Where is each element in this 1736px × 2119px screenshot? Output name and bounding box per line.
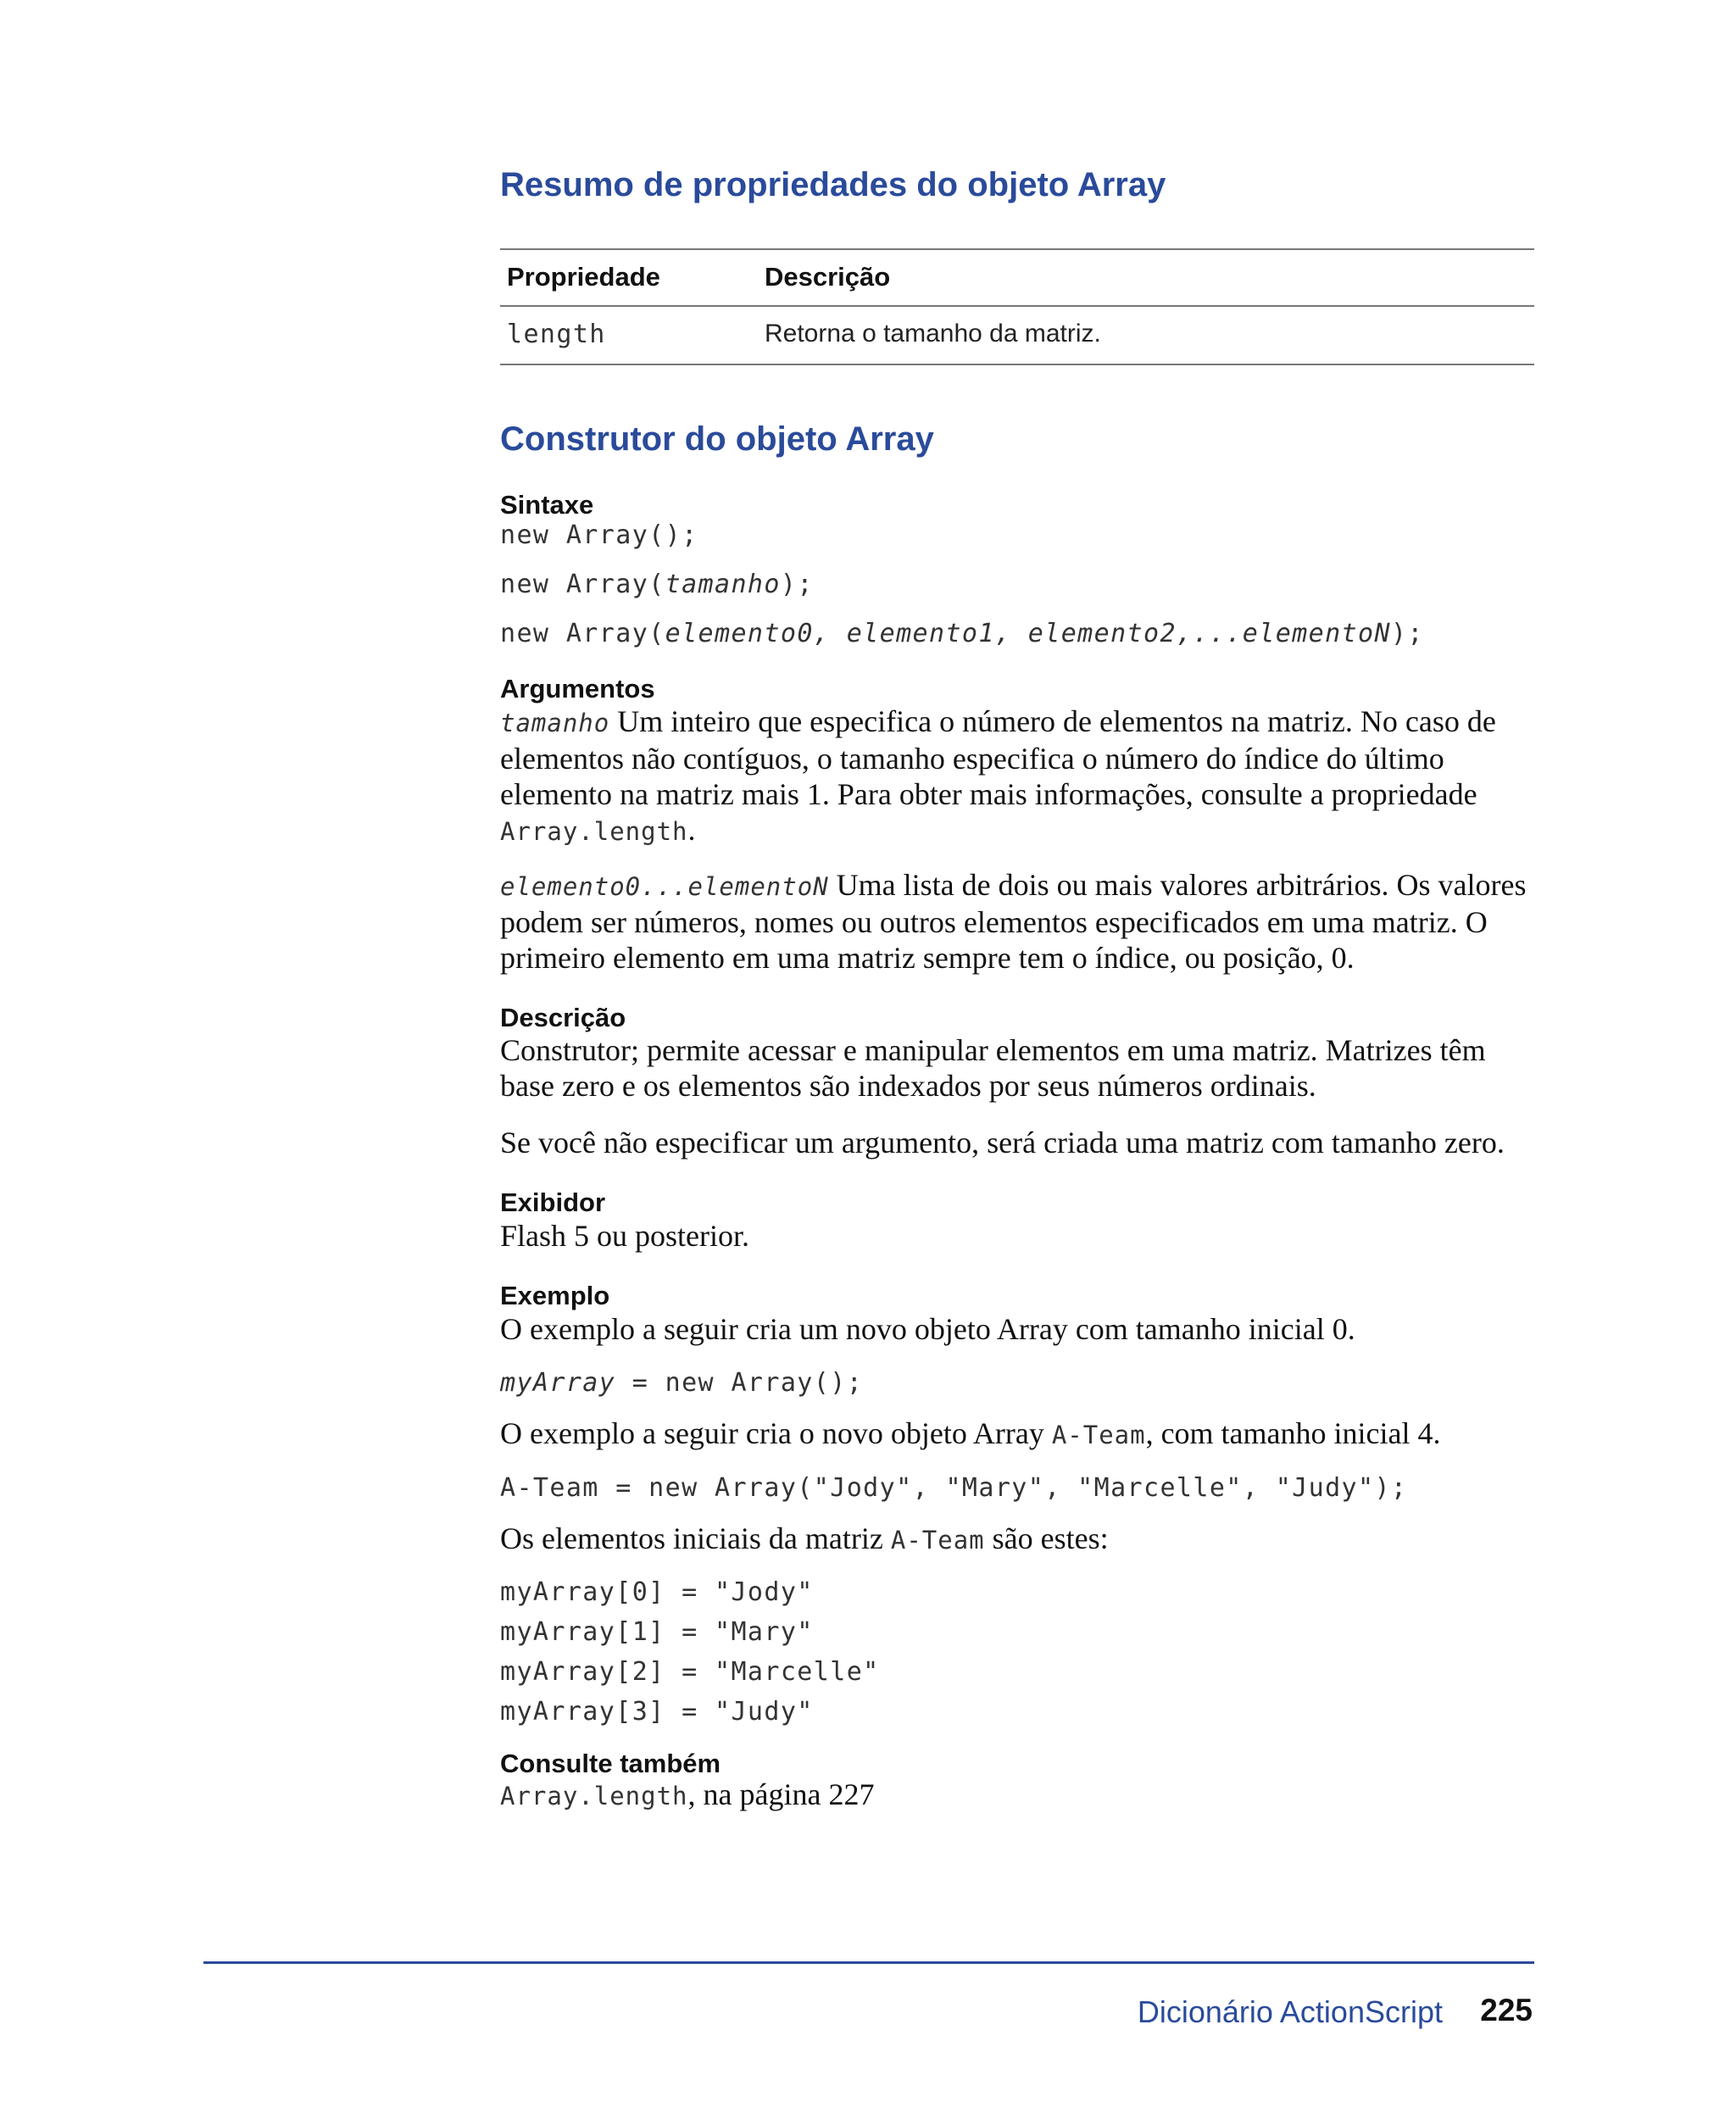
- table-header-rule: [500, 305, 1534, 307]
- argument-text: Um inteiro que especifica o número de elementos na matriz. No caso de elementos não contíguos, o tamanho especifica o número do índice do último elemento na matriz mais 1. Para obter mais informações, consulte a propriedade: [500, 704, 1496, 811]
- code-text: new Array(: [500, 619, 665, 648]
- example-code-1: [500, 1368, 863, 1398]
- intro-text: são estes:: [984, 1521, 1109, 1555]
- argument-elementos: [500, 867, 1534, 976]
- footer-title: Dicionário ActionScript: [1137, 1994, 1443, 2029]
- code-text: = new Array();: [615, 1368, 864, 1398]
- intro-text: Os elementos iniciais da matriz: [500, 1521, 891, 1555]
- array-length-link[interactable]: Array.length: [500, 817, 688, 846]
- code-arg: tamanho: [665, 570, 781, 599]
- footer-rule: [203, 1961, 1534, 1964]
- argument-name: elemento0...elementoN: [500, 872, 829, 901]
- intro-text: , com tamanho inicial 4.: [1145, 1416, 1441, 1450]
- table-header-description: Descrição: [765, 262, 891, 292]
- syntax-line-1: new Array();: [500, 520, 698, 550]
- code-text: );: [1390, 619, 1424, 648]
- example-intro-3: [500, 1521, 1534, 1558]
- argument-text: Uma lista de dois ou mais valores arbitrários. Os valores podem ser números, nomes ou outros elementos especificados em uma matriz. O primeiro elemento em uma matriz sempre tem o índice, ou posição, 0.: [500, 868, 1527, 975]
- see-also-text: [500, 1777, 1534, 1814]
- example-element-line: myArray[3] = "Judy": [500, 1697, 814, 1727]
- code-arg: elemento0, elemento1, elemento2,...elementoN: [665, 619, 1391, 648]
- page-number: 225: [1480, 1993, 1533, 2027]
- syntax-line-3: [500, 619, 1424, 648]
- table-top-rule: [500, 248, 1534, 250]
- example-element-line: myArray[1] = "Mary": [500, 1617, 814, 1647]
- table-cell-property[interactable]: length: [507, 320, 606, 349]
- arguments-label: Argumentos: [500, 674, 655, 704]
- player-text: Flash 5 ou posterior.: [500, 1219, 749, 1253]
- example-code-2: A-Team = new Array("Jody", "Mary", "Marcelle", "Judy");: [500, 1473, 1408, 1503]
- description-label: Descrição: [500, 1003, 626, 1032]
- code-text: new Array(: [500, 570, 665, 599]
- intro-code: A-Team: [1051, 1421, 1146, 1449]
- example-intro-2: [500, 1415, 1534, 1453]
- example-intro-1: O exemplo a seguir cria um novo objeto Array com tamanho inicial 0.: [500, 1312, 1355, 1346]
- argument-text: .: [687, 813, 696, 847]
- intro-code: A-Team: [890, 1526, 985, 1554]
- example-element-line: myArray[2] = "Marcelle": [500, 1657, 880, 1687]
- syntax-line-2: [500, 570, 814, 599]
- intro-text: O exemplo a seguir cria o novo objeto Array: [500, 1416, 1052, 1450]
- properties-summary-heading: Resumo de propriedades do objeto Array: [500, 166, 1166, 203]
- array-length-link[interactable]: Array.length: [500, 1782, 688, 1810]
- code-text: );: [780, 570, 814, 599]
- syntax-label: Sintaxe: [500, 490, 594, 520]
- description-paragraph-2: Se você não especificar um argumento, será criada uma matriz com tamanho zero.: [500, 1126, 1505, 1160]
- player-label: Exibidor: [500, 1187, 606, 1217]
- table-bottom-rule: [500, 364, 1534, 365]
- code-var: myArray: [500, 1368, 616, 1398]
- table-cell-description: Retorna o tamanho da matriz.: [765, 320, 1101, 348]
- see-also-page: , na página 227: [687, 1777, 875, 1811]
- example-element-line: myArray[0] = "Jody": [500, 1577, 814, 1607]
- table-header-property: Propriedade: [507, 262, 660, 292]
- example-label: Exemplo: [500, 1281, 610, 1310]
- see-also-label: Consulte também: [500, 1749, 721, 1778]
- description-paragraph-1: Construtor; permite acessar e manipular elementos em uma matriz. Matrizes têm base zero e os elementos são indexados por seus números ordinais.: [500, 1033, 1486, 1103]
- argument-tamanho: [500, 704, 1534, 849]
- constructor-heading: Construtor do objeto Array: [500, 420, 934, 458]
- argument-name: tamanho: [500, 709, 610, 737]
